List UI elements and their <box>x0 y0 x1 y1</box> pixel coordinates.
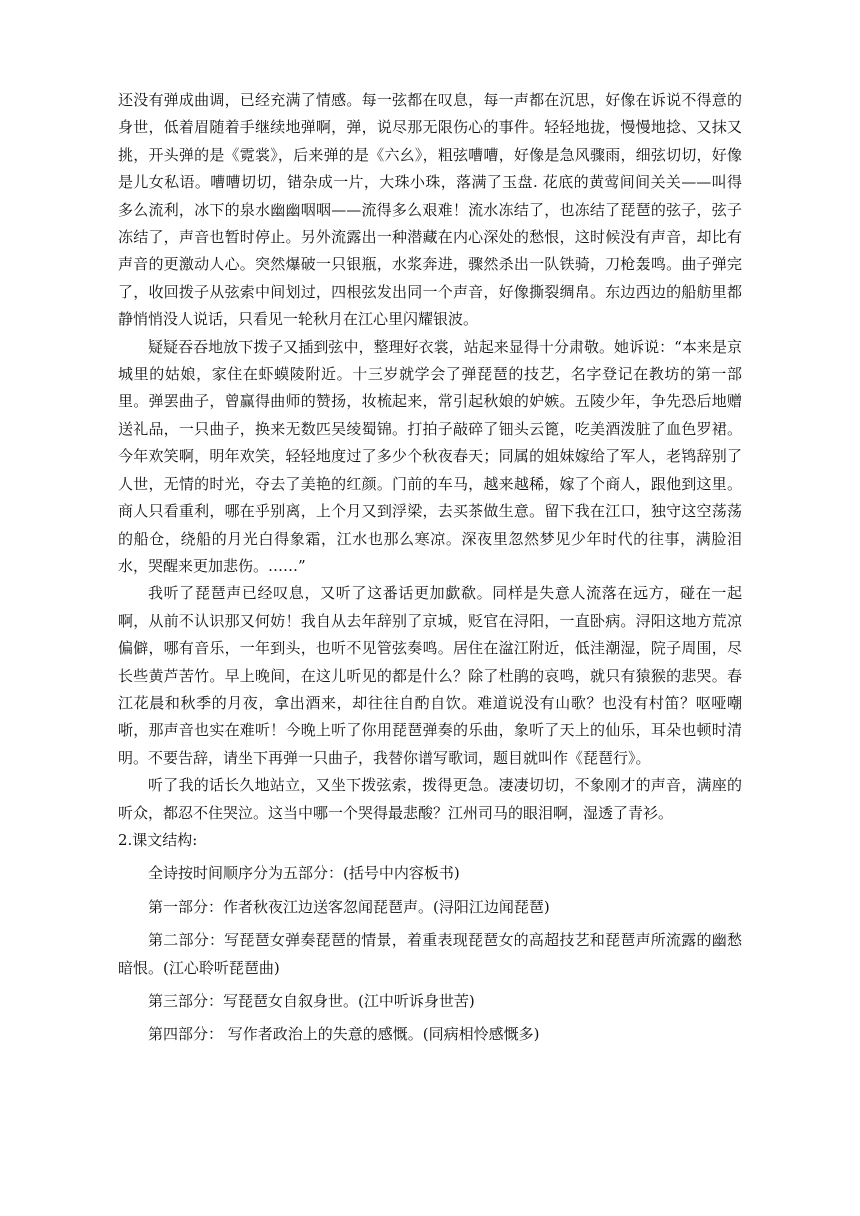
narrative-paragraph-4: 听了我的话长久地站立，又坐下拨弦索，拨得更急。凄凄切切，不象刚才的声音，满座的听众，都忍不住哭泣。这当中哪一个哭得最悲酸？江州司马的眼泪啊，湿透了青衫。 <box>118 776 742 822</box>
structure-part-2: 第二部分：写琵琶女弹奏琵琶的情景，着重表现琵琶女的高超技艺和琵琶声所流露的幽愁暗恨。(江心聆听琵琶曲) <box>118 931 742 977</box>
structure-part-4: 第四部分： 写作者政治上的失意的感慨。(同病相怜感慨多) <box>148 1025 540 1044</box>
lesson-structure-section <box>118 827 742 1049</box>
structure-intro: 全诗按时间顺序分为五部分：(括号中内容板书) <box>148 864 460 883</box>
section-heading: 2.课文结构: <box>118 830 198 849</box>
narrative-paragraph-1: 还没有弹成曲调，已经充满了情感。每一弦都在叹息，每一声都在沉思，好像在诉说不得意的身世，低着眉随着手继续地弹啊，弹，说尽那无限伤心的事件。轻轻地拢，慢慢地捻、又抹又挑，开头弹的是《霓裳》，后来弹的是《六幺》，粗弦嘈嘈，好像是急风骤雨，细弦切切，好像是儿女私语。嘈嘈切切，错杂成一片，大珠小珠，落满了玉盘. 花底的黄莺间间关关——叫得多么流利，冰下的泉水幽幽咽咽——流得多么艰难！流水冻结了，也冻结了琵琶的弦子，弦子冻结了，声音也暂时停止。另外流露出一种潜藏在内心深处的愁恨，这时候没有声音，却比有声音的更激动人心。突然爆破一只银瓶，水浆奔进，骤然杀出一队铁骑，刀枪轰鸣。曲子弹完了，收回拨子从弦索中间划过，四根弦发出同一个声音，好像撕裂绸帛。东边西边的船舫里都静悄悄没人说话，只看见一轮秋月在江心里闪耀银波。 <box>118 91 742 329</box>
structure-part-1: 第一部分：作者秋夜江边送客忽闻琵琶声。(浔阳江边闻琵琶) <box>148 897 550 916</box>
narrative-paragraph-2: 疑疑吞吞地放下拨子又插到弦中，整理好衣裳，站起来显得十分肃敬。她诉说：“本来是京城里的姑娘，家住在虾蟆陵附近。十三岁就学会了弹琵琶的技艺，名字登记在教坊的第一部里。弹罢曲子，曾赢得曲师的赞扬，妆梳起来，常引起秋娘的妒嫉。五陵少年，争先恐后地赠送礼品，一只曲子，换来无数匹吴绫蜀锦。打拍子敲碎了钿头云篦，吃美酒泼脏了血色罗裙。今年欢笑啊，明年欢笑，轻轻地度过了多少个秋夜春天；同属的姐妹嫁给了军人，老鸨辞别了人世，无情的时光，夺去了美艳的红颜。门前的车马，越来越稀，嫁了个商人，跟他到这里。商人只看重利，哪在乎别离，上个月又到浮梁，去买茶做生意。留下我在江口，独守这空荡荡的船仓，绕船的月光白得象霜，江水也那么寒凉。深夜里忽然梦见少年时代的往事，满脸泪水，哭醒来更加悲伤。……” <box>118 337 742 575</box>
narrative-paragraph-3: 我听了琵琶声已经叹息，又听了这番话更加歔欷。同样是失意人流落在远方，碰在一起啊，从前不认识那又何妨！我自从去年辞别了京城，贬官在浔阳，一直卧病。浔阳这地方荒凉偏僻，哪有音乐，一年到头，也听不见管弦奏鸣。居住在湓江附近，低洼潮湿，院子周围，尽长些黄芦苦竹。早上晚间，在这儿听见的都是什么？除了杜鹃的哀鸣，就只有猿猴的悲哭。春江花晨和秋季的月夜，拿出酒来，却往往自酌自饮。难道说没有山歌？也没有村笛？呕哑嘲哳，那声音也实在难听！今晚上听了你用琵琶弹奏的乐曲，象听了天上的仙乐，耳朵也顿时清明。不要告辞，请坐下再弹一只曲子，我替你谱写歌词，题目就叫作《琵琶行》。 <box>118 584 742 767</box>
document-page <box>118 87 742 1055</box>
structure-part-3: 第三部分：写琵琶女自叙身世。(江中听诉身世苦) <box>148 992 475 1010</box>
